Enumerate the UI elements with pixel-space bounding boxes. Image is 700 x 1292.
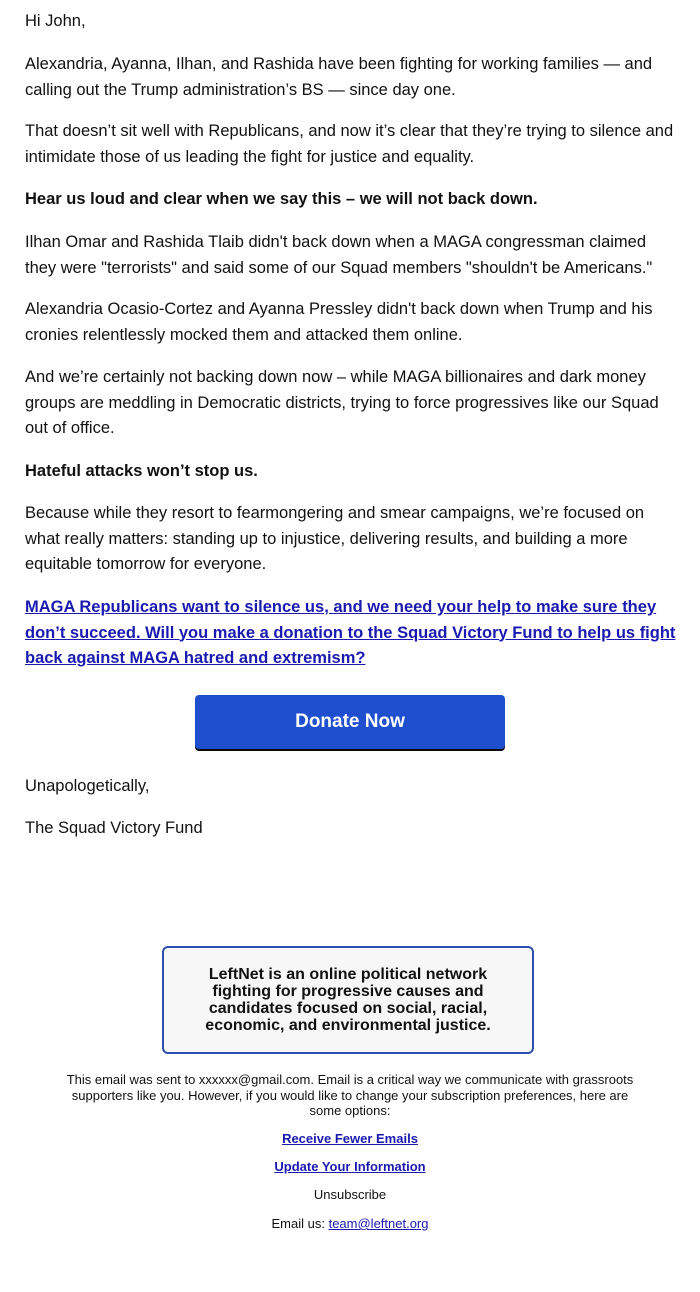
greeting: Hi John,: [25, 12, 86, 30]
donation-cta-link[interactable]: MAGA Republicans want to silence us, and we need your help to make sure they don’t succeed. Will you make a donation to the Squad Victory Fund to help us fight back against MAGA hatred and extremism?: [25, 598, 676, 667]
update-information-link[interactable]: Update Your Information: [274, 1159, 426, 1174]
subscription-note: This email was sent to xxxxxx@gmail.com. Email is a critical way we communicate with grassroots supporters like you. However, if you would like to change your subscription preferences, here are some options:: [66, 1072, 634, 1118]
receive-fewer-emails-link[interactable]: Receive Fewer Emails: [282, 1131, 418, 1146]
paragraph-not-backing-down: And we’re certainly not backing down now – while MAGA billionaires and dark money groups are meddling in Democratic districts, trying to force progressives like our Squad out of office.: [25, 368, 659, 437]
paragraph-republicans: That doesn’t sit well with Republicans, and now it’s clear that they’re trying to silence and intimidate those of us leading the fight for justice and equality.: [25, 122, 674, 166]
email-contact: [0, 1216, 700, 1231]
email-us-link[interactable]: team@leftnet.org: [328, 1216, 429, 1231]
signoff: Unapologetically,: [25, 777, 150, 795]
paragraph-omar-tlaib: Ilhan Omar and Rashida Tlaib didn't back down when a MAGA congressman claimed they were "terrorists" and said some of our Squad members "shouldn't be Americans.": [25, 233, 653, 277]
leftnet-about-text: LeftNet is an online political network fighting for progressive causes and candidates focused on social, racial, economic, and environmental justice.: [205, 966, 491, 1034]
paragraph-focused: Because while they resort to fearmongering and smear campaigns, we’re focused on what really matters: standing up to injustice, delivering results, and building a more equitable tomorrow for everyone.: [25, 504, 645, 573]
paragraph-intro: Alexandria, Ayanna, Ilhan, and Rashida have been fighting for working families — and calling out the Trump administration’s BS — since day one.: [25, 55, 653, 99]
unsubscribe-link[interactable]: Unsubscribe: [313, 1187, 387, 1202]
email-us-label: Email us:: [271, 1216, 325, 1231]
paragraph-bold-statement: Hear us loud and clear when we say this – we will not back down.: [25, 190, 538, 208]
signature: The Squad Victory Fund: [25, 819, 203, 837]
paragraph-aoc-pressley: Alexandria Ocasio-Cortez and Ayanna Pressley didn't back down when Trump and his cronies relentlessly mocked them and attacked them online.: [25, 300, 653, 344]
leftnet-about-box: [162, 946, 534, 1054]
paragraph-hateful-attacks: Hateful attacks won’t stop us.: [25, 462, 258, 480]
donate-now-button[interactable]: Donate Now: [195, 695, 505, 749]
